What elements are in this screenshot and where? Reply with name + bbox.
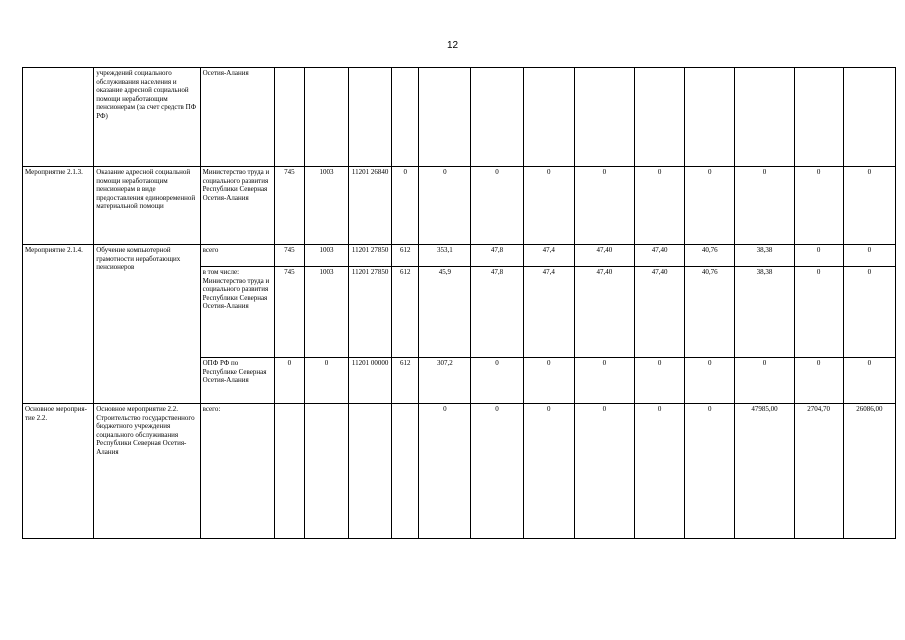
- value-cell: 26086,00: [843, 404, 895, 539]
- value-cell: 40,76: [685, 245, 735, 267]
- value-cell: 0: [685, 358, 735, 404]
- row-label: Основное мероприя-тие 2.2.: [23, 404, 94, 539]
- rzpr-cell: 1003: [304, 167, 348, 245]
- measure-name: Основное мероприятие 2.2. Строительство государственного бюджетного учреждения социального обслуживания Республики Северная Осетия-Алания: [94, 404, 200, 539]
- table-row: [23, 68, 896, 167]
- value-cell: 47,40: [574, 245, 634, 267]
- value-cell: 0: [794, 167, 843, 245]
- value-cell: 0: [419, 167, 471, 245]
- value-cell: 0: [635, 167, 685, 245]
- value-cell: 47,8: [471, 245, 523, 267]
- rzpr-cell: 0: [304, 358, 348, 404]
- value-cell: 2704,70: [794, 404, 843, 539]
- vr-cell: 612: [392, 245, 419, 267]
- value-cell: 47985,00: [735, 404, 794, 539]
- value-cell: 40,76: [685, 267, 735, 358]
- value-cell: 353,1: [419, 245, 471, 267]
- value-cell: 0: [574, 358, 634, 404]
- value-cell: 0: [523, 404, 574, 539]
- value-cell: 307,2: [419, 358, 471, 404]
- value-cell: 0: [471, 167, 523, 245]
- csr-cell: 11201 00000: [349, 358, 392, 404]
- measure-name: Оказание адресной социальной помощи неработающим пенсионерам в виде предоставления единовременной материальной помощи: [94, 167, 200, 245]
- csr-cell: 11201 27850: [349, 245, 392, 267]
- measure-name: учреждений социального обслуживания населения и оказание адресной социальной помощи неработающим пенсионерам (за счет средств ПФ РФ): [94, 68, 200, 167]
- table-row: [23, 245, 896, 267]
- executor-cell: Министерство труда и социального развития Республики Северная Осетия-Алания: [200, 167, 274, 245]
- value-cell: 38,38: [735, 267, 794, 358]
- csr-cell: 11201 26840: [349, 167, 392, 245]
- value-cell: 0: [794, 358, 843, 404]
- value-cell: 47,4: [523, 267, 574, 358]
- value-cell: 0: [843, 358, 895, 404]
- grbs-cell: 745: [274, 167, 304, 245]
- value-cell: 0: [574, 404, 634, 539]
- value-cell: 0: [843, 245, 895, 267]
- table-row: [23, 404, 896, 539]
- value-cell: 0: [574, 167, 634, 245]
- value-cell: 0: [523, 167, 574, 245]
- value-cell: 47,40: [574, 267, 634, 358]
- vr-cell: 612: [392, 358, 419, 404]
- csr-cell: 11201 27850: [349, 267, 392, 358]
- value-cell: 0: [735, 358, 794, 404]
- value-cell: 0: [471, 358, 523, 404]
- value-cell: 0: [635, 404, 685, 539]
- value-cell: 0: [735, 167, 794, 245]
- value-cell: 0: [843, 267, 895, 358]
- value-cell: 0: [685, 404, 735, 539]
- executor-cell: ОПФ РФ по Республике Северная Осетия-Алания: [200, 358, 274, 404]
- row-label: Мероприятие 2.1.3.: [23, 167, 94, 245]
- value-cell: 47,4: [523, 245, 574, 267]
- value-cell: 0: [471, 404, 523, 539]
- rzpr-cell: 1003: [304, 245, 348, 267]
- measure-name: Обучение компьютерной грамотности неработающих пенсионеров: [94, 245, 200, 404]
- value-cell: 0: [794, 245, 843, 267]
- vr-cell: 612: [392, 267, 419, 358]
- page-number: 12: [446, 40, 459, 51]
- vr-cell: 0: [392, 167, 419, 245]
- budget-table: [22, 67, 896, 539]
- table-row: [23, 167, 896, 245]
- value-cell: 0: [523, 358, 574, 404]
- value-cell: 38,38: [735, 245, 794, 267]
- executor-cell: Осетия-Алания: [200, 68, 274, 167]
- executor-cell: в том числе: Министерство труда и социального развития Республики Северная Осетия-Алания: [200, 267, 274, 358]
- grbs-cell: 745: [274, 267, 304, 358]
- value-cell: 47,40: [635, 267, 685, 358]
- grbs-cell: 745: [274, 245, 304, 267]
- executor-cell: всего: [200, 245, 274, 267]
- value-cell: 47,8: [471, 267, 523, 358]
- grbs-cell: 0: [274, 358, 304, 404]
- row-label: Мероприятие 2.1.4.: [23, 245, 94, 404]
- value-cell: 0: [419, 404, 471, 539]
- rzpr-cell: 1003: [304, 267, 348, 358]
- value-cell: 0: [843, 167, 895, 245]
- executor-cell: всего:: [200, 404, 274, 539]
- row-label: [23, 68, 94, 167]
- value-cell: 0: [685, 167, 735, 245]
- value-cell: 47,40: [635, 245, 685, 267]
- value-cell: 45,9: [419, 267, 471, 358]
- value-cell: 0: [794, 267, 843, 358]
- value-cell: 0: [635, 358, 685, 404]
